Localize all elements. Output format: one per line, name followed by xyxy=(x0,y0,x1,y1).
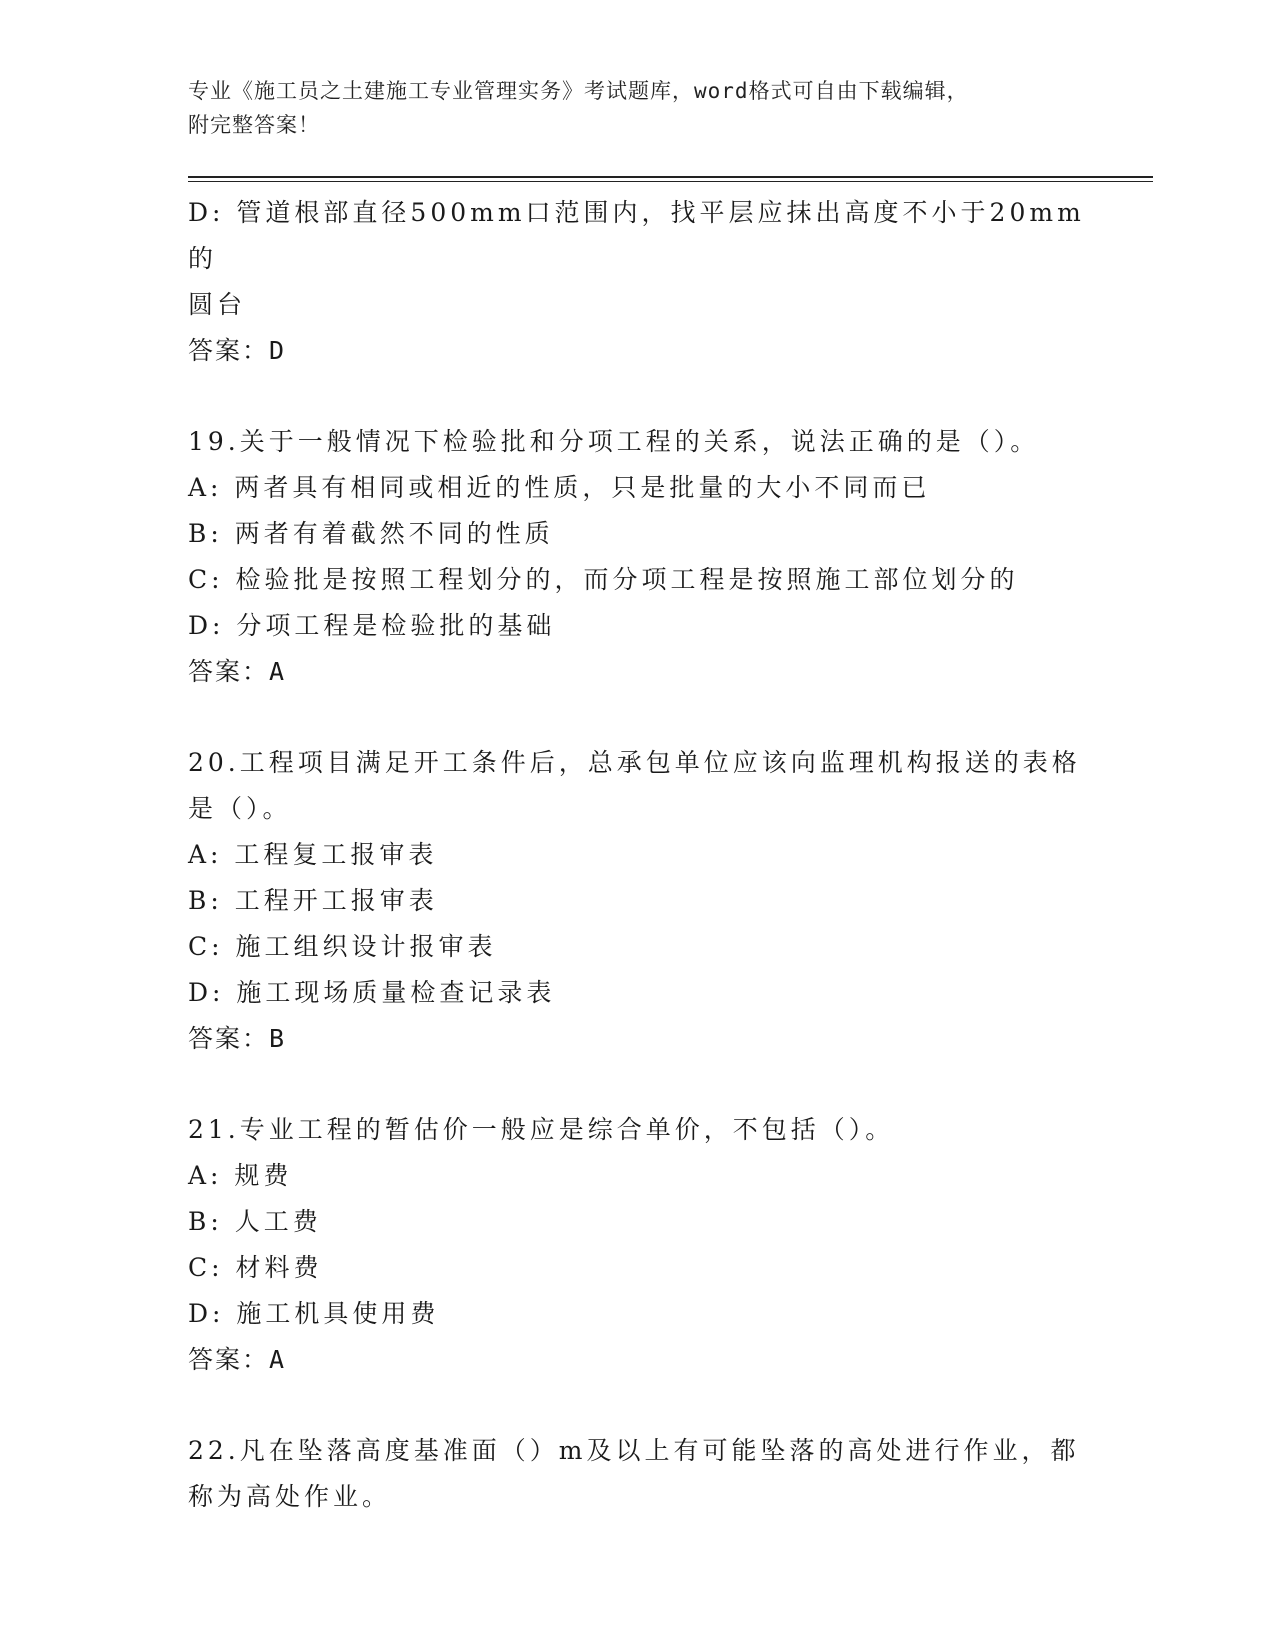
option-c: C: 施工组织设计报审表 xyxy=(188,932,497,961)
answer-line: 答案：B xyxy=(188,1024,287,1053)
question-stem: 19.关于一般情况下检验批和分项工程的关系，说法正确的是（）。 xyxy=(188,427,1040,456)
answer-line: 答案：A xyxy=(188,657,287,686)
option-c: C: 检验批是按照工程划分的，而分项工程是按照施工部位划分的 xyxy=(188,565,1019,594)
option-b: B: 两者有着截然不同的性质 xyxy=(188,519,554,548)
option-a: A: 规费 xyxy=(188,1161,293,1190)
header-line-2: 附完整答案！ xyxy=(188,113,320,137)
spacer xyxy=(188,374,1088,419)
question-19 xyxy=(188,419,1088,695)
option-b: B: 人工费 xyxy=(188,1207,322,1236)
option-d: D: 分项工程是检验批的基础 xyxy=(188,611,556,640)
spacer xyxy=(188,695,1088,740)
question-21 xyxy=(188,1107,1088,1383)
question-18-tail xyxy=(188,190,1088,374)
option-b: B: 工程开工报审表 xyxy=(188,886,438,915)
question-20 xyxy=(188,740,1088,1062)
option-d: D: 施工现场质量检查记录表 xyxy=(188,978,556,1007)
question-stem: 22.凡在坠落高度基准面（）m及以上有可能坠落的高处进行作业，都 xyxy=(188,1436,1080,1465)
header-line-1: 专业《施工员之土建施工专业管理实务》考试题库，word格式可自由下载编辑， xyxy=(188,79,969,103)
option-a: A: 两者具有相同或相近的性质，只是批量的大小不同而已 xyxy=(188,473,931,502)
question-stem-continued: 称为高处作业。 xyxy=(188,1482,392,1511)
page-header xyxy=(188,74,1068,142)
document-body xyxy=(188,190,1088,1520)
option-c: C: 材料费 xyxy=(188,1253,323,1282)
header-divider xyxy=(188,176,1153,182)
question-22 xyxy=(188,1428,1088,1520)
answer-line: 答案：D xyxy=(188,336,287,365)
option-a: A: 工程复工报审表 xyxy=(188,840,438,869)
option-d: D: 管道根部直径500mm口范围内，找平层应抹出高度不小于20mm的 xyxy=(188,198,1085,273)
answer-line: 答案：A xyxy=(188,1345,287,1374)
option-d: D: 施工机具使用费 xyxy=(188,1299,440,1328)
question-stem: 21.专业工程的暂估价一般应是综合单价，不包括（）。 xyxy=(188,1115,895,1144)
spacer xyxy=(188,1062,1088,1107)
question-stem: 20.工程项目满足开工条件后，总承包单位应该向监理机构报送的表格 xyxy=(188,748,1081,777)
spacer xyxy=(188,1383,1088,1428)
question-stem-continued: 是（）。 xyxy=(188,794,292,823)
option-d-continued: 圆台 xyxy=(188,290,247,319)
